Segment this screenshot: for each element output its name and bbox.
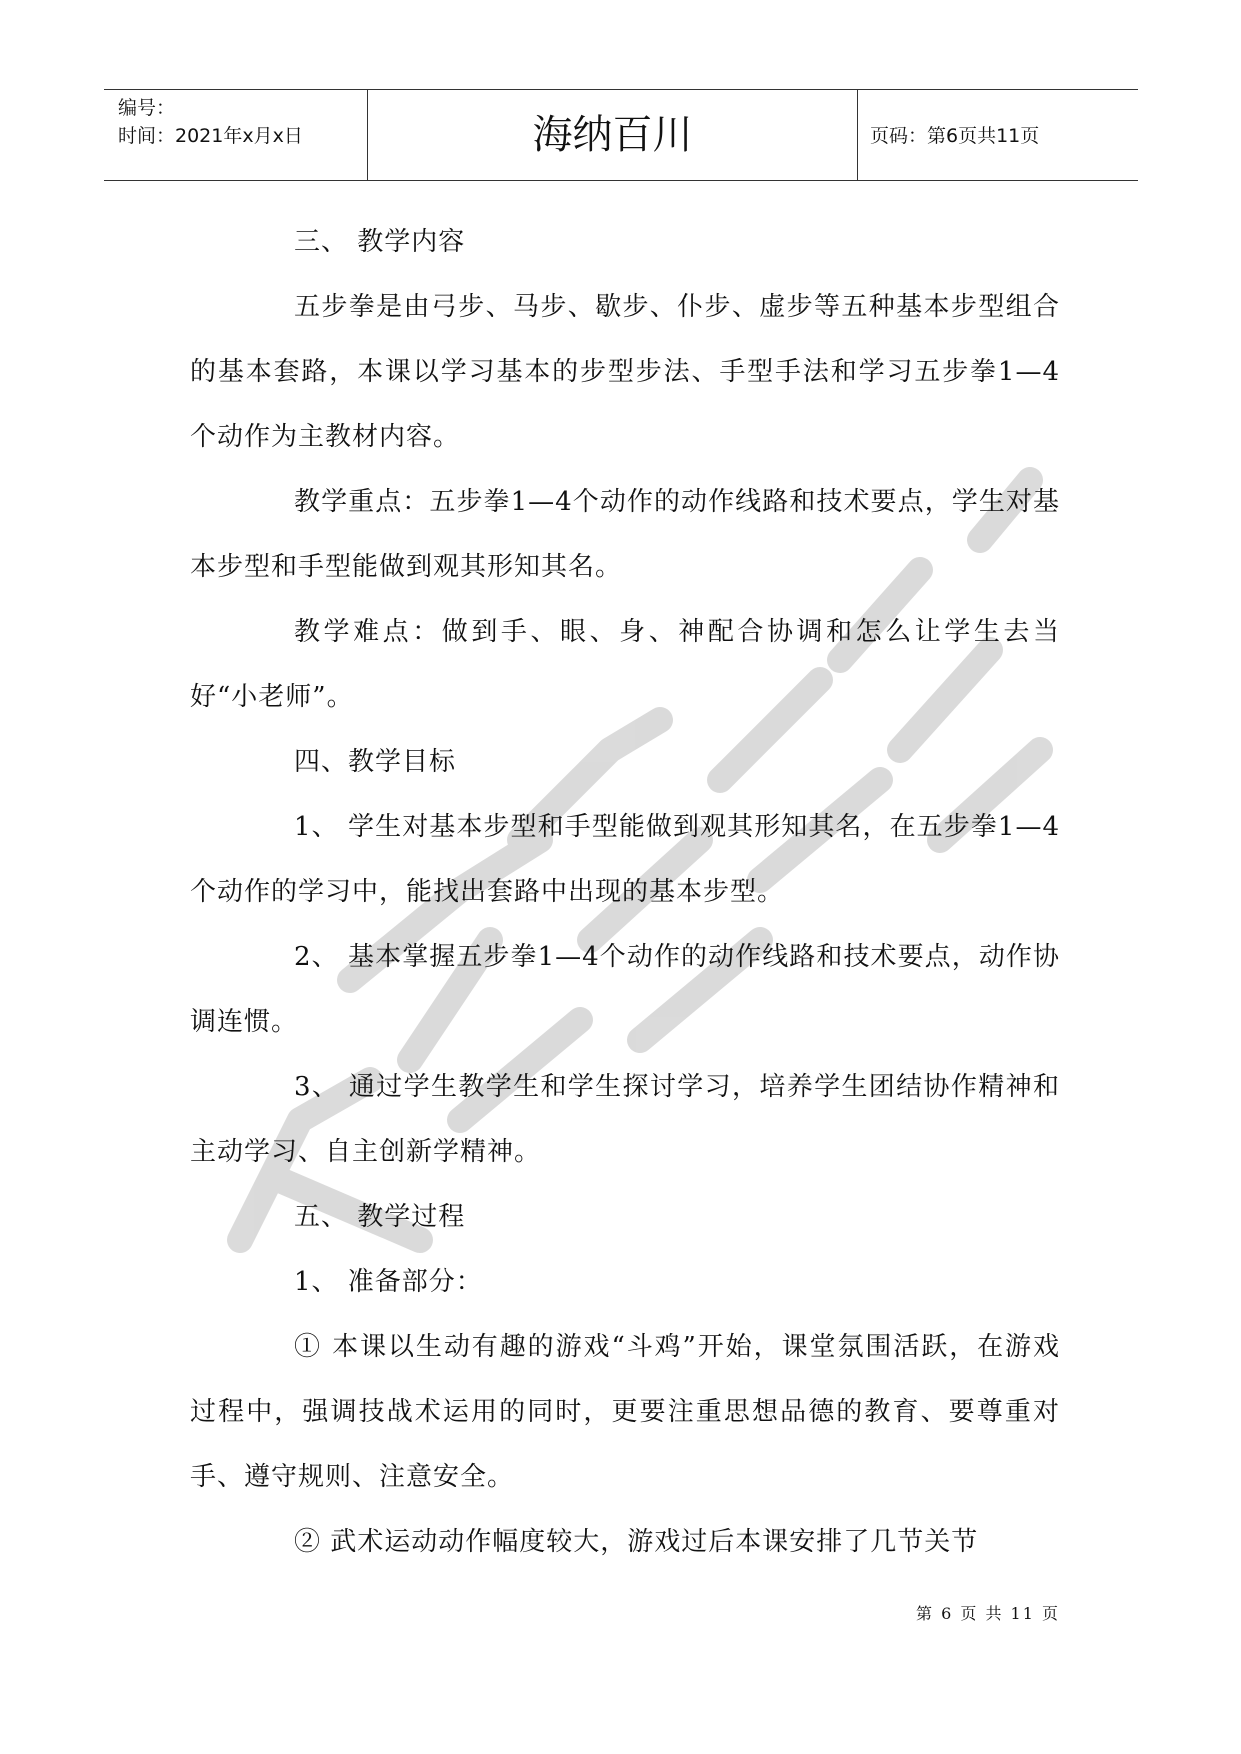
- goal-item-3: 3、 通过学生教学生和学生探讨学习，培养学生团结协作精神和主动学习、自主创新学精神。: [190, 1072, 1060, 1167]
- process-subitem-1: ① 本课以生动有趣的游戏“斗鸡”开始，课堂氛围活跃，在游戏过程中，强调技战术运用的同时，更要注重思想品德的教育、要尊重对手、遵守规则、注意安全。: [190, 1332, 1060, 1492]
- header-meta: [104, 90, 368, 180]
- header-page-number: 页码：第6页共11页: [870, 125, 1040, 147]
- goal-item-1: 1、 学生对基本步型和手型能做到观其形知其名，在五步拳1—4个动作的学习中，能找出套路中出现的基本步型。: [190, 812, 1060, 907]
- process-subitem-2: ② 武术运动动作幅度较大，游戏过后本课安排了几节关节: [294, 1527, 979, 1557]
- goal-item-2: 2、 基本掌握五步拳1—4个动作的动作线路和技术要点，动作协调连惯。: [190, 942, 1060, 1037]
- document-number-label: 编号：: [118, 97, 176, 119]
- page-footer: 第 6 页 共 11 页: [916, 1604, 1060, 1623]
- process-item-preparation: 1、 准备部分：: [294, 1267, 483, 1297]
- header-title: 海纳百川: [368, 90, 858, 180]
- document-body: [190, 210, 1060, 1575]
- paragraph-key-points: 教学重点：五步拳1—4个动作的动作线路和技术要点，学生对基本步型和手型能做到观其形知其名。: [190, 487, 1060, 582]
- page-header: [104, 89, 1138, 181]
- section-heading-content: 三、 教学内容: [294, 227, 466, 257]
- paragraph-content-intro: 五步拳是由弓步、马步、歇步、仆步、虚步等五种基本步型组合的基本套路，本课以学习基本的步型步法、手型手法和学习五步拳1—4个动作为主教材内容。: [190, 292, 1060, 452]
- paragraph-difficulties: 教学难点：做到手、眼、身、神配合协调和怎么让学生去当好“小老师”。: [190, 617, 1060, 712]
- document-time-label: 时间：2021年x月x日: [118, 125, 303, 147]
- section-heading-process: 五、 教学过程: [294, 1202, 466, 1232]
- section-heading-goals: 四、教学目标: [294, 747, 457, 777]
